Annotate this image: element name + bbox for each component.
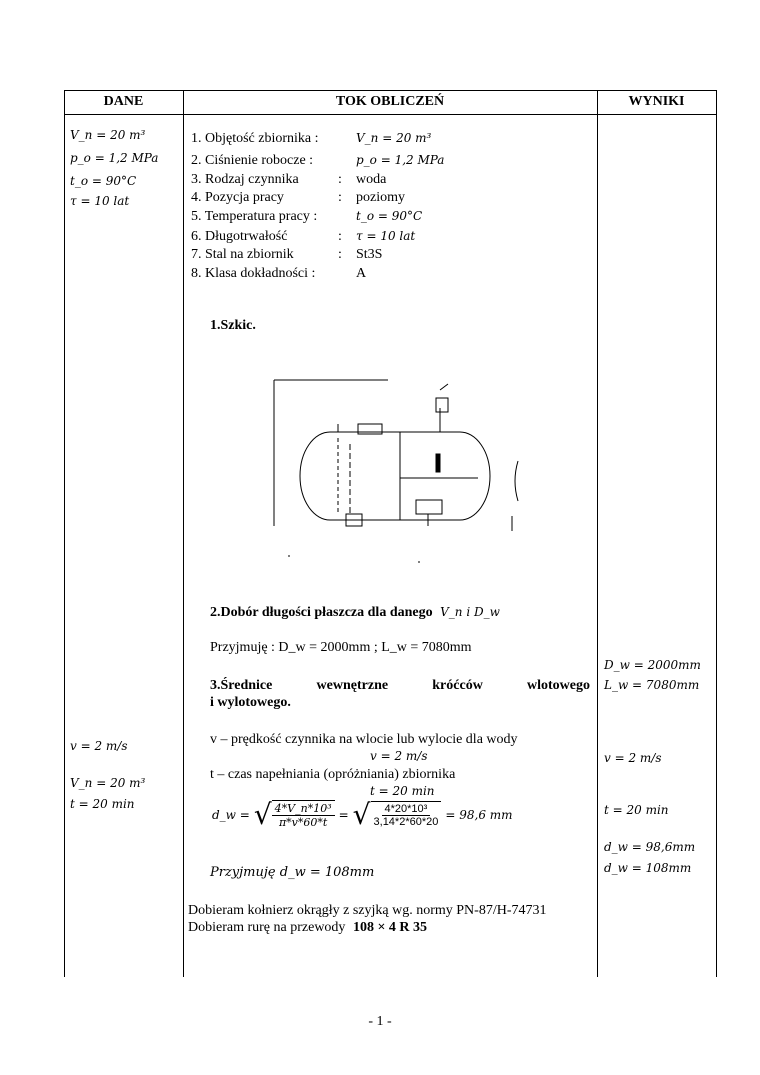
spec-label: 2. Ciśnienie robocze : (191, 153, 314, 168)
radicand-1 (272, 800, 335, 829)
spec-row (191, 131, 431, 147)
formula-result: = 98,6 mm (445, 807, 513, 822)
fraction-2-denominator: 3,14*2*60*20 (373, 816, 439, 828)
pipe-selection-text: Dobieram rurę na przewody (188, 920, 346, 935)
section-2-title (210, 605, 500, 621)
section-3-word: króćców (432, 678, 483, 693)
valve-body (436, 398, 448, 412)
dane-volume-2: V_n = 20 m³ (70, 776, 146, 790)
spec-value: A (356, 266, 367, 281)
spec-separator: : (338, 190, 342, 205)
dane-lifetime: τ = 10 lat (70, 194, 130, 208)
velocity-description: v – prędkość czynnika na wlocie lub wylocie dla wody (210, 732, 518, 747)
fraction-2 (371, 803, 442, 828)
dane-pressure: p_o = 1,2 MPa (70, 151, 159, 165)
section-2-acceptance: Przyjmuję : D_w = 2000mm ; L_w = 7080mm (210, 640, 472, 655)
section-2-label: 2.Dobór długości płaszcza dla danego (210, 605, 433, 620)
diameter-acceptance: Przyjmuję d_w = 108mm (210, 865, 375, 880)
spec-label: 1. Objętość zbiornika : (191, 131, 319, 146)
radical-sign: √ (253, 797, 272, 831)
spec-value: St3S (356, 247, 383, 262)
dane-time: t = 20 min (70, 797, 135, 811)
spec-value: τ = 10 lat (356, 229, 416, 243)
spec-value: V_n = 20 m³ (356, 131, 432, 145)
dane-volume: V_n = 20 m³ (70, 128, 146, 142)
column-divider-1 (183, 90, 184, 977)
result-velocity: v = 2 m/s (604, 751, 662, 765)
spec-row (191, 247, 382, 263)
spec-value: woda (356, 172, 387, 187)
spec-value: poziomy (356, 190, 405, 205)
spec-label: 5. Temperatura pracy : (191, 209, 318, 224)
spec-label: 7. Stal na zbiornik (191, 247, 294, 262)
header-wyniki: WYNIKI (628, 94, 685, 109)
result-diameter-accepted: d_w = 108mm (604, 861, 692, 875)
velocity-value: v = 2 m/s (370, 749, 428, 763)
spec-separator: : (338, 172, 342, 187)
time-description: t – czas napełniania (opróżniania) zbiornika (210, 767, 456, 782)
level-indicator (436, 454, 440, 472)
sqrt-1 (253, 797, 335, 831)
tank-shell (300, 432, 490, 520)
valve-mark (440, 384, 448, 390)
spec-value: p_o = 1,2 MPa (356, 153, 445, 167)
pipe-spec: 108 × 4 R 35 (352, 920, 428, 935)
fraction-1-denominator: π*v*60*t (278, 816, 328, 829)
section-3-word: wlotowego (527, 678, 590, 693)
table-header-separator (64, 114, 717, 115)
page-number: - 1 - (368, 1014, 392, 1029)
spec-row (191, 190, 405, 206)
result-shell-diameter: D_w = 2000mm (604, 658, 701, 672)
spec-label: 3. Rodzaj czynnika (191, 172, 299, 187)
end-view-arc (515, 461, 518, 501)
table-top-border (64, 90, 717, 91)
dane-temperature: t_o = 90°C (70, 174, 137, 188)
time-value: t = 20 min (370, 784, 435, 798)
spec-separator: : (338, 247, 342, 262)
formula-lhs: d_w = (212, 807, 250, 822)
spec-row (191, 209, 422, 225)
flange-selection: Dobieram kołnierz okrągły z szyjką wg. normy PN-87/H-74731 (188, 903, 547, 918)
dane-velocity: v = 2 m/s (70, 739, 128, 753)
result-time: t = 20 min (604, 803, 669, 817)
section-2-math: V_n i D_w (440, 605, 500, 619)
section-3-title-line-2: i wylotowego. (210, 695, 291, 710)
table-right-border (716, 90, 717, 977)
result-diameter-calc: d_w = 98,6mm (604, 840, 696, 854)
column-divider-2 (597, 90, 598, 977)
table-left-border (64, 90, 65, 977)
spec-row (191, 172, 386, 188)
fraction-1-numerator: 4*V_n*10³ (272, 802, 335, 816)
sqrt-2 (352, 797, 442, 831)
fraction-2-numerator: 4*20*10³ (382, 803, 431, 816)
formula-equals: = (338, 807, 349, 822)
radical-sign: √ (352, 797, 371, 831)
header-dane: DANE (103, 94, 144, 109)
fraction-1 (272, 802, 335, 829)
diameter-formula (212, 797, 513, 831)
section-3-word: 3.Średnice (210, 678, 273, 693)
spec-value: t_o = 90°C (356, 209, 423, 223)
spec-label: 8. Klasa dokładności : (191, 266, 316, 281)
spec-separator: : (338, 229, 342, 244)
pipe-selection (188, 920, 427, 936)
spec-row (191, 153, 444, 169)
section-3-word: wewnętrzne (316, 678, 389, 693)
header-tok-obliczen: TOK OBLICZEŃ (335, 94, 445, 109)
section-3-title (210, 678, 590, 694)
spec-row (191, 266, 366, 282)
spec-row (191, 229, 415, 245)
bottom-outlet-box (416, 500, 442, 514)
radicand-2 (371, 801, 442, 828)
result-shell-length: L_w = 7080mm (604, 678, 700, 692)
section-1-title: 1.Szkic. (210, 318, 256, 333)
spec-label: 6. Długotrwałość (191, 229, 288, 244)
tank-sketch (268, 366, 568, 576)
spec-label: 4. Pozycja pracy (191, 190, 284, 205)
